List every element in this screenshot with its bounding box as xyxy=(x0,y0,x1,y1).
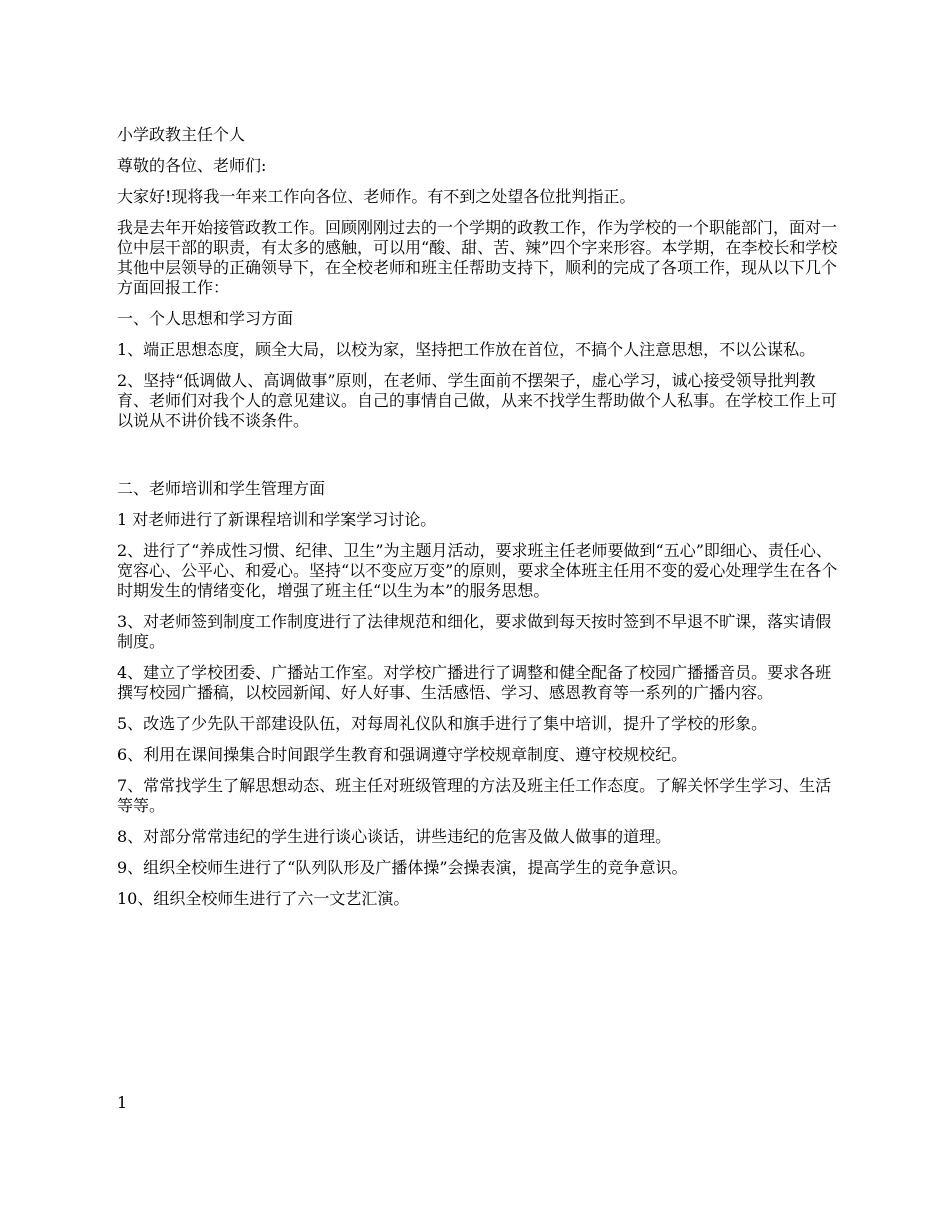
section2-item: 5、改选了少先队干部建设队伍，对每周礼仪队和旗手进行了集中培训，提升了学校的形象。 xyxy=(117,714,768,733)
section2-item: 7、常常找学生了解思想动态、班主任对班级管理的方法及班主任工作态度。了解关怀学生学习、生活等等。 xyxy=(117,776,832,815)
section2-item: 9、组织全校师生进行了“队列队形及广播体操”会操表演，提高学生的竞争意识。 xyxy=(117,858,688,877)
section2-item: 10、组织全校师生进行了六一文艺汇演。 xyxy=(117,889,410,908)
page-number: 1 xyxy=(117,1093,128,1112)
section2-item: 6、利用在课间操集合时间跟学生教育和强调遵守学校规章制度、遵守校规校纪。 xyxy=(117,745,688,764)
document-title: 小学政教主任个人 xyxy=(117,125,246,144)
section1-item: 1、端正思想态度，顾全大局，以校为家，坚持把工作放在首位，不搞个人注意思想，不以公谋私。 xyxy=(117,340,816,359)
section2-item: 3、对老师签到制度工作制度进行了法律规范和细化，要求做到每天按时签到不早退不旷课，落实请假制度。 xyxy=(117,612,832,651)
greeting: 尊敬的各位、老师们: xyxy=(117,156,267,175)
section-gap xyxy=(117,442,845,479)
document-body xyxy=(117,125,845,920)
section2-item: 8、对部分常常违纪的学生进行谈心谈话，讲些违纪的危害及做人做事的道理。 xyxy=(117,827,672,846)
intro-paragraph: 大家好!现将我一年来工作向各位、老师作。有不到之处望各位批判指正。 xyxy=(117,187,636,206)
section1-item: 2、坚持“低调做人、高调做事”原则，在老师、学生面前不摆架子，虚心学习，诚心接受领导批判教育、老师们对我个人的意见建议。自己的事情自己做，从来不找学生帮助做个人私事。在学校工作上可以说从不讲价钱不谈条件。 xyxy=(117,371,838,430)
section2-item: 1 对老师进行了新课程培训和学案学习讨论。 xyxy=(117,510,437,529)
opening-paragraph: 我是去年开始接管政教工作。回顾刚刚过去的一个学期的政教工作，作为学校的一个职能部门，面对一位中层干部的职责，有太多的感触，可以用“酸、甜、苦、辣”四个字来形容。本学期，在李校长和学校其他中层领导的正确领导下，在全校老师和班主任帮助支持下，顺利的完成了各项工作，现从以下几个方面回报工作： xyxy=(117,218,838,297)
section-heading-2: 二、老师培训和学生管理方面 xyxy=(117,479,326,498)
section2-item: 2、进行了“养成性习惯、纪律、卫生”为主题月活动，要求班主任老师要做到“五心”即细心、责任心、宽容心、公平心、和爱心。坚持“以不变应万变”的原则，要求全体班主任用不变的爱心处理学生在各个时期发生的情绪变化，增强了班主任“以生为本”的服务思想。 xyxy=(117,541,838,600)
section-heading-1: 一、个人思想和学习方面 xyxy=(117,309,294,328)
section2-item: 4、建立了学校团委、广播站工作室。对学校广播进行了调整和健全配备了校园广播播音员。要求各班撰写校园广播稿，以校园新闻、好人好事、生活感悟、学习、感恩教育等一系列的广播内容。 xyxy=(117,663,832,702)
